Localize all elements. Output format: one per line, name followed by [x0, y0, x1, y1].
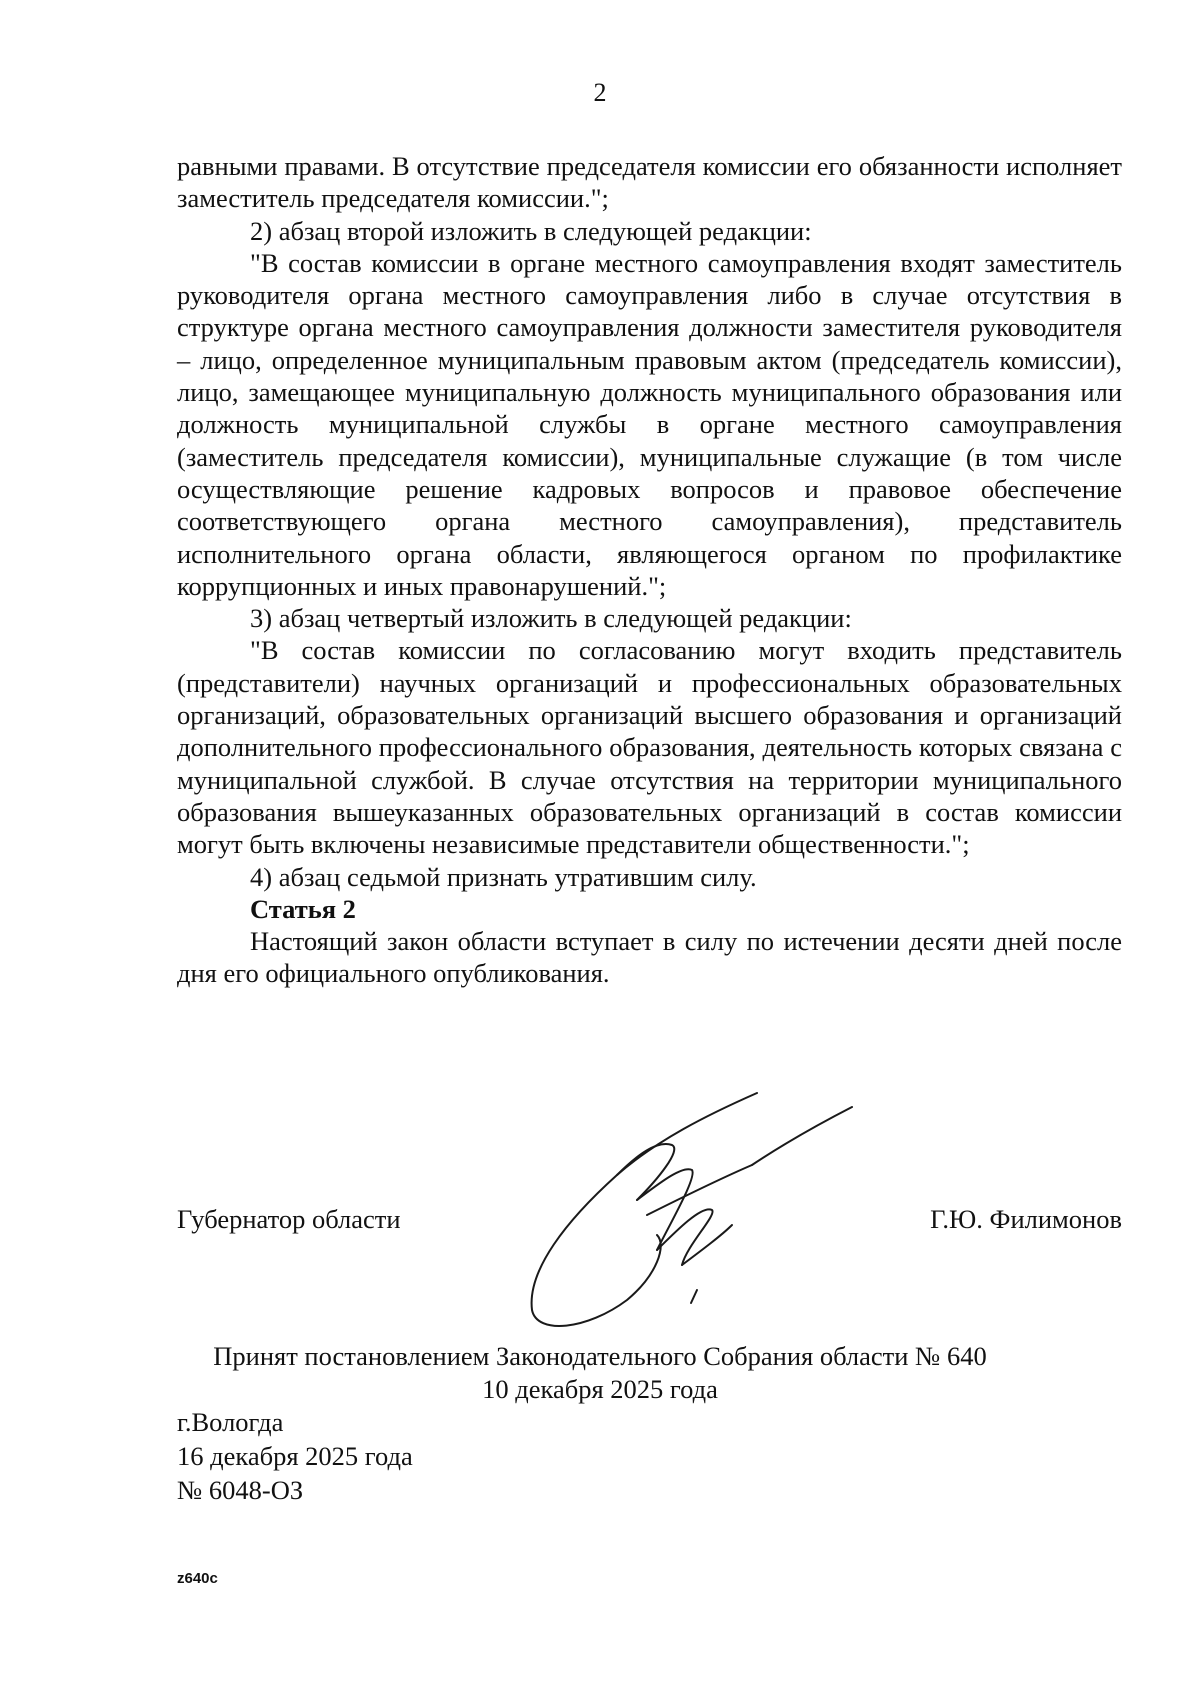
- document-code: z640c: [177, 1570, 218, 1587]
- article-text: Настоящий закон области вступает в силу по истечении десяти дней после дня его официального опубликования.: [177, 926, 1122, 989]
- handwritten-signature: [507, 1085, 867, 1335]
- adoption-resolution: Принят постановлением Законодательного Собрания области № 640: [213, 1341, 987, 1371]
- signatory-title: Губернатор области: [177, 1204, 401, 1234]
- adoption-note: [0, 1340, 1200, 1405]
- signature-block: [177, 1085, 1122, 1335]
- paragraph: 4) абзац седьмой признать утратившим силу.: [250, 861, 757, 892]
- paragraph: 2) абзац второй изложить в следующей редакции:: [250, 215, 812, 246]
- paragraph: "В состав комиссии по согласованию могут входить представитель (представители) научных организаций и профессиональных образовательных организаций, образовательных организаций высшего образования и организаций дополнительного профессионального образования, деятельность которых связана с муниципальной службой. В случае отсутствия на территории муниципального образования вышеуказанных образовательных организаций в состав комиссии могут быть включены независимые представители общественности.";: [177, 635, 1122, 860]
- adoption-date: 10 декабря 2025 года: [482, 1373, 718, 1404]
- paragraph: 3) абзац четвертый изложить в следующей редакции:: [250, 603, 852, 634]
- signatory-name: Г.Ю. Филимонов: [930, 1204, 1122, 1234]
- body-text: [177, 150, 1122, 990]
- paragraph: равными правами. В отсутствие председателя комиссии его обязанности исполняет заместитель председателя комиссии.";: [177, 151, 1122, 214]
- article-heading: Статья 2: [250, 893, 356, 924]
- signing-date: 16 декабря 2025 года: [177, 1441, 413, 1471]
- place-date-number: [177, 1405, 413, 1507]
- city: г.Вологда: [177, 1407, 284, 1437]
- law-number: № 6048-ОЗ: [177, 1475, 304, 1505]
- page-number: 2: [593, 78, 607, 107]
- paragraph: "В состав комиссии в органе местного самоуправления входят заместитель руководителя органа местного самоуправления либо в случае отсутствия в структуре органа местного самоуправления должности заместителя руководителя – лицо, определенное муниципальным правовым актом (председатель комиссии), лицо, замещающее муниципальную должность муниципального образования или должность муниципальной службы в органе местного самоуправления (заместитель председателя комиссии), муниципальные служащие (в том числе осуществляющие решение кадровых вопросов и правовое обеспечение соответствующего органа местного самоуправления), представитель исполнительного органа области, являющегося органом по профилактике коррупционных и иных правонарушений.";: [177, 247, 1122, 601]
